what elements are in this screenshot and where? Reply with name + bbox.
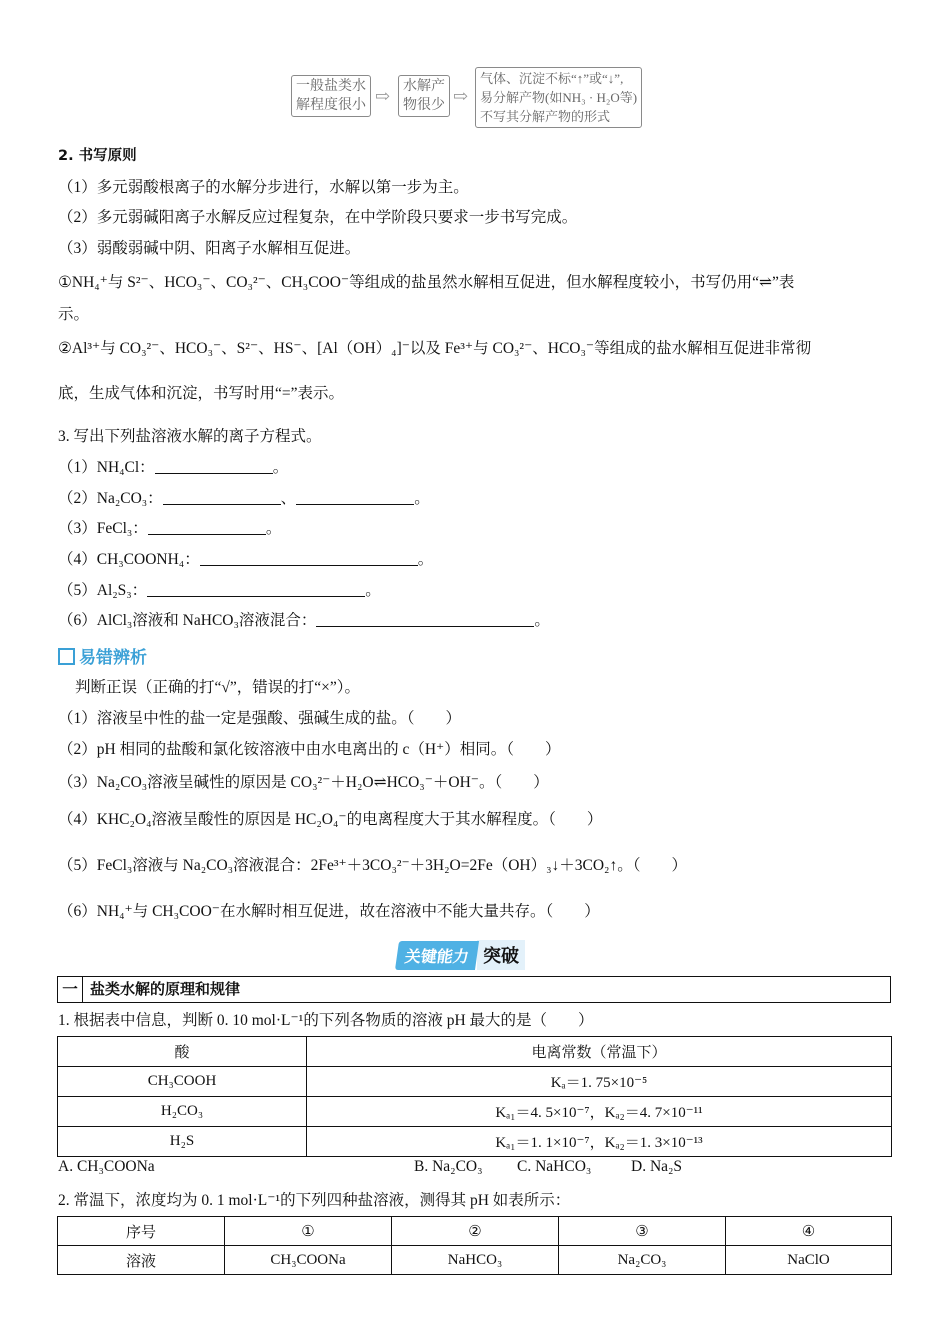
flow-box-2: 水解产 物很少 bbox=[398, 75, 450, 117]
table-header-cell: ② bbox=[392, 1217, 559, 1246]
answer-blank[interactable] bbox=[296, 490, 414, 505]
q1-stem: 1. 根据表中信息，判断 0. 10 mol·L⁻¹的下列各物质的溶液 pH 最大的是（ ） bbox=[58, 1012, 594, 1029]
rule-2-line-1: ②Al³⁺与 CO₃²⁻、HCO₃⁻、S²⁻、HS⁻、[Al（OH）₄]⁻以及 Fe³⁺与 CO₃²⁻、HCO₃⁻等组成的盐水解相互促进非常彻 bbox=[58, 340, 812, 357]
error-intro: 判断正误（正确的打“√”，错误的打“×”）。 bbox=[75, 679, 361, 696]
answer-blank[interactable] bbox=[155, 459, 273, 474]
flow-arrow-icon: ⇨ bbox=[375, 86, 391, 106]
table-cell: H₂CO₃ bbox=[58, 1097, 307, 1127]
q3-item: （3）FeCl₃： 。 bbox=[58, 520, 282, 537]
table-cell: CH₃COOH bbox=[58, 1067, 307, 1097]
q2-stem: 2. 常温下，浓度均为 0. 1 mol·L⁻¹的下列四种盐溶液，测得其 pH 如表所示： bbox=[58, 1192, 571, 1209]
error-item: （3）Na₂CO₃溶液呈碱性的原因是 CO₃²⁻＋H₂O⇌HCO₃⁻＋OH⁻。（ ） bbox=[58, 774, 549, 791]
table-header-cell: ① bbox=[225, 1217, 392, 1246]
principles-heading: 2. 书写原则 bbox=[58, 148, 137, 164]
answer-blank[interactable] bbox=[316, 612, 534, 627]
option-c: C. NaHCO₃ bbox=[517, 1158, 592, 1175]
q3-heading: 3. 写出下列盐溶液水解的离子方程式。 bbox=[58, 428, 322, 445]
error-item: （5）FeCl₃溶液与 Na₂CO₃溶液混合：2Fe³⁺＋3CO₃²⁻＋3H₂O=2Fe（OH）₃↓＋3CO₂↑。（ ） bbox=[58, 857, 687, 874]
q3-item: （6）AlCl₃溶液和 NaHCO₃溶液混合： 。 bbox=[58, 612, 550, 629]
error-item: （6）NH₄⁺与 CH₃COO⁻在水解时相互促进，故在溶液中不能大量共存。（ ） bbox=[58, 903, 600, 920]
table-cell: NaHCO₃ bbox=[392, 1246, 559, 1275]
square-icon bbox=[58, 648, 75, 665]
table-header-cell: 酸 bbox=[58, 1037, 307, 1067]
flow-arrow-icon: ⇨ bbox=[453, 86, 469, 106]
option-d: D. Na₂S bbox=[631, 1158, 683, 1175]
table-cell: Na₂CO₃ bbox=[559, 1246, 726, 1275]
section-title: 盐类水解的原理和规律 bbox=[90, 980, 241, 998]
table-cell: Kₐ＝1. 75×10⁻⁵ bbox=[307, 1067, 892, 1097]
section-header bbox=[57, 976, 891, 1003]
error-item: （1）溶液呈中性的盐一定是强酸、强碱生成的盐。（ ） bbox=[58, 710, 462, 727]
table-header-cell: ④ bbox=[726, 1217, 892, 1246]
option-a: A. CH₃COONa bbox=[58, 1158, 155, 1175]
error-item: （4）KHC₂O₄溶液呈酸性的原因是 HC₂O₄⁻的电离程度大于其水解程度。（ ） bbox=[58, 811, 603, 828]
rule-1-line-1: ①NH₄⁺与 S²⁻、HCO₃⁻、CO₃²⁻、CH₃COO⁻等组成的盐虽然水解相互促进，但水解程度较小，书写仍用“⇌”表 bbox=[58, 274, 795, 291]
q1-table bbox=[57, 1036, 892, 1157]
q2-table bbox=[57, 1216, 892, 1275]
section-number: 一 bbox=[58, 977, 83, 1002]
error-section-title: 易错辨析 bbox=[58, 643, 147, 668]
answer-blank[interactable] bbox=[163, 490, 281, 505]
rule-2-line-2: 底，生成气体和沉淀，书写时用“=”表示。 bbox=[58, 385, 345, 402]
principle-3: （3）弱酸弱碱中阴、阳离子水解相互促进。 bbox=[58, 240, 361, 257]
table-header-cell: 序号 bbox=[58, 1217, 225, 1246]
answer-blank[interactable] bbox=[147, 582, 365, 597]
table-cell: Kₐ₁＝1. 1×10⁻⁷，Kₐ₂＝1. 3×10⁻¹³ bbox=[307, 1127, 892, 1157]
key-ability-badge: 关键能力 突破 bbox=[397, 940, 525, 968]
q3-item: （4）CH₃COONH₄： 。 bbox=[58, 551, 434, 568]
error-item: （2）pH 相同的盐酸和氯化铵溶液中由水电离出的 c（H⁺）相同。（ ） bbox=[58, 741, 561, 758]
table-cell: NaClO bbox=[726, 1246, 892, 1275]
table-header-cell: 电离常数（常温下） bbox=[307, 1037, 892, 1067]
answer-blank[interactable] bbox=[148, 520, 266, 535]
principle-2: （2）多元弱碱阳离子水解反应过程复杂，在中学阶段只要求一步书写完成。 bbox=[58, 209, 578, 226]
table-cell: H₂S bbox=[58, 1127, 307, 1157]
principle-1: （1）多元弱酸根离子的水解分步进行，水解以第一步为主。 bbox=[58, 179, 469, 196]
q3-item: （5）Al₂S₃： 。 bbox=[58, 582, 381, 599]
option-b: B. Na₂CO₃ bbox=[414, 1158, 483, 1175]
table-cell: CH₃COONa bbox=[225, 1246, 392, 1275]
flow-box-3: 气体、沉淀不标“↑”或“↓”, 易分解产物(如NH₃ · H₂O等) 不写其分解产物的形式 bbox=[475, 67, 642, 128]
table-cell: Kₐ₁＝4. 5×10⁻⁷，Kₐ₂＝4. 7×10⁻¹¹ bbox=[307, 1097, 892, 1127]
q3-item: （1）NH₄Cl： 。 bbox=[58, 459, 289, 476]
q3-item: （2）Na₂CO₃： 、 。 bbox=[58, 490, 430, 507]
table-header-cell: ③ bbox=[559, 1217, 726, 1246]
rule-1-line-2: 示。 bbox=[58, 306, 90, 323]
answer-blank[interactable] bbox=[200, 551, 418, 566]
flow-box-1: 一般盐类水 解程度很小 bbox=[291, 75, 371, 117]
table-cell: 溶液 bbox=[58, 1246, 225, 1275]
